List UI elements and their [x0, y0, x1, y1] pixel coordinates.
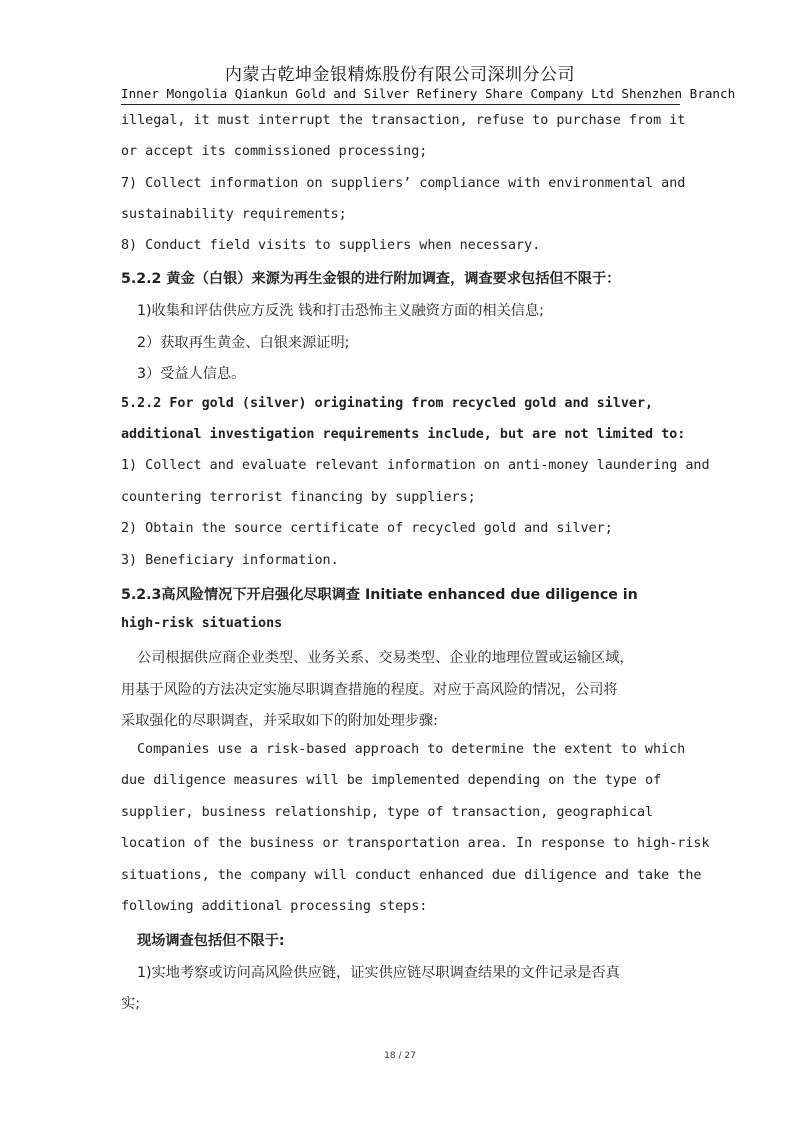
- header-divider: [121, 104, 680, 105]
- body-line: 1) Collect and evaluate relevant information on anti-money laundering and: [121, 458, 710, 473]
- body-line: 3) Beneficiary information.: [121, 553, 339, 568]
- body-line: 用基于风险的方法决定实施尽职调查措施的程度。对应于高风险的情况，公司将: [121, 682, 618, 698]
- body-line: 3）受益人信息。: [137, 366, 246, 382]
- section-heading: 现场调查包括但不限于:: [137, 933, 285, 949]
- body-line: 公司根据供应商企业类型、业务关系、交易类型、企业的地理位置或运输区域，: [137, 650, 634, 666]
- body-line: due diligence measures will be implemented depending on the type of: [121, 773, 662, 788]
- body-line: Companies use a risk-based approach to determine the extent to which: [137, 742, 686, 757]
- body-line: 实;: [121, 996, 140, 1012]
- body-line: countering terrorist financing by suppliers;: [121, 490, 476, 505]
- body-line: or accept its commissioned processing;: [121, 144, 428, 159]
- body-line: 采取强化的尽职调查，并采取如下的附加处理步骤:: [121, 713, 438, 729]
- section-heading: 5.2.3高风险情况下开启强化尽职调查 Initiate enhanced due diligence in: [121, 587, 638, 603]
- section-heading: additional investigation requirements include, but are not limited to:: [121, 427, 686, 442]
- section-heading: 5.2.2 For gold (silver) originating from recycled gold and silver,: [121, 396, 654, 411]
- page-number: 18 / 27: [384, 1051, 416, 1061]
- body-line: illegal, it must interrupt the transaction, refuse to purchase from it: [121, 113, 686, 128]
- section-heading: high-risk situations: [121, 616, 283, 631]
- body-line: 1)收集和评估供应方反洗 钱和打击恐怖主义融资方面的相关信息;: [137, 303, 544, 319]
- body-line: 2) Obtain the source certificate of recycled gold and silver;: [121, 521, 613, 536]
- header-title-cn: 内蒙古乾坤金银精炼股份有限公司深圳分公司: [225, 65, 575, 85]
- body-line: location of the business or transportation area. In response to high-risk: [121, 836, 710, 851]
- body-line: 8) Conduct field visits to suppliers when necessary.: [121, 238, 541, 253]
- section-heading: 5.2.2 黄金（白银）来源为再生金银的进行附加调查，调查要求包括但不限于：: [121, 271, 621, 287]
- body-line: supplier, business relationship, type of transaction, geographical: [121, 805, 654, 820]
- body-line: 7) Collect information on suppliers’ compliance with environmental and: [121, 176, 686, 191]
- header-title-en: Inner Mongolia Qiankun Gold and Silver Refinery Share Company Ltd Shenzhen Branch: [121, 86, 736, 101]
- body-line: 2）获取再生黄金、白银来源证明;: [137, 335, 350, 351]
- body-line: sustainability requirements;: [121, 207, 347, 222]
- body-line: following additional processing steps:: [121, 899, 428, 914]
- body-line: situations, the company will conduct enhanced due diligence and take the: [121, 868, 702, 883]
- body-line: 1)实地考察或访问高风险供应链，证实供应链尽职调查结果的文件记录是否真: [137, 965, 620, 981]
